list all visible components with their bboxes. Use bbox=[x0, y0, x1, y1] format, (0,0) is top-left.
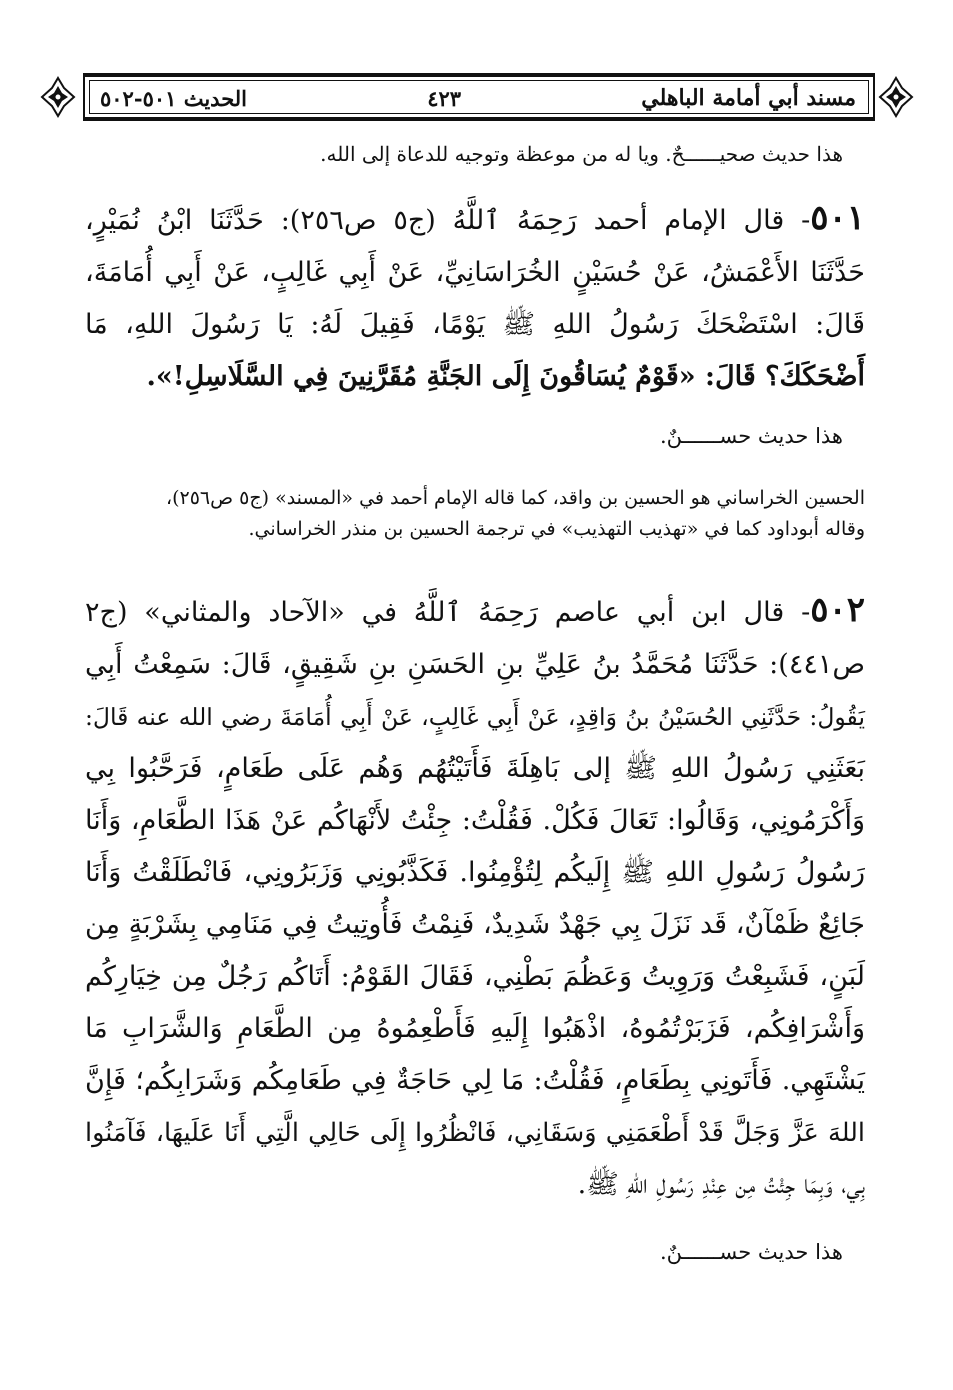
hadith-line: يَشْتَهِي. فَأَتَونِي بِطَعَامٍ، فَقُلْتُ: مَا لِي حَاجَةٌ فِي طَعَامِكُم وَشَرَابِكُم؛ فَإِنَّ bbox=[85, 1065, 865, 1096]
verdict-text: هذا حديث حســــــنٌ. bbox=[659, 1240, 843, 1264]
footnote bbox=[85, 483, 865, 545]
hadith-text: - قال الإمام أحمد رَحِمَهُ ٱللَّهُ (ج٥ ص٢٥٦): حَدَّثَنَا ابْنُ نُمَيْرٍ، bbox=[85, 205, 811, 236]
intro-note-text: هذا حديث صحيــــــحٌ. ويا له من موعظة وتوجيه للدعاة إلى الله. bbox=[320, 142, 843, 166]
header-ornament-icon bbox=[878, 76, 914, 118]
hadith-line: اللهَ عَزَّ وَجَلَّ قَدْ أَطْعَمَنِي وَسَقَانِي، فَانْظُرُوا إِلَى حَالِي الَّتِي أَنَا عَلَيهَا، فَآمَنُوا bbox=[85, 1118, 865, 1148]
hadith-501 bbox=[85, 192, 865, 403]
hadith-501-verdict bbox=[543, 424, 843, 448]
hadith-line: جَائِعٌ ظَمْآنٌ، قَد نَزَلَ بِي جَهْدٌ شَدِيدٌ، فَنِمْتُ فَأُوتِيتُ فِي مَنَامِي بِشَرْبَةٍ مِن bbox=[85, 909, 865, 940]
footnote-line: الحسين الخراساني هو الحسين بن واقد، كما قاله الإمام أحمد في «المسند» (ج٥ ص٢٥٦)، bbox=[165, 487, 865, 509]
hadith-502 bbox=[85, 584, 865, 1211]
page-number: ٤٢٣ bbox=[427, 85, 462, 111]
verdict-text: هذا حديث حســــــنٌ. bbox=[659, 424, 843, 448]
hadith-502-verdict bbox=[543, 1240, 843, 1264]
hadith-line bbox=[85, 584, 865, 639]
hadith-line: ص٤٤١): حَدَّثَنَا مُحَمَّدُ بنُ عَلِيِّ بنِ الحَسَنِ بنِ شَقِيقٍ، قَالَ: سَمِعْتُ أَبِي bbox=[85, 649, 865, 680]
hadith-line: وَأَكْرَمُونِي، وَقَالُوا: تَعَالَ فَكُلْ. فَقُلْتُ: جِئْتُ لأَنْهَاكُم عَنْ هَذَا الطَّعَامِ، وَأَنَا bbox=[85, 805, 865, 836]
hadith-line: رَسُولُ رَسُولِ اللهِ ﷺ إِلَيكُم لِتُؤْمِنُوا. فَكَذَّبُونِي وَزَبَرُونِي، فَانْطَلَقْتُ وَأَنَا bbox=[85, 857, 865, 888]
hadith-line: حَدَّثَنَا الأَعْمَشُ، عَنْ حُسَيْنٍ الخُرَاسَانِيِّ، عَنْ أَبِي غَالِبٍ، عَنْ أَبِي أُمَامَةَ، bbox=[85, 257, 865, 288]
hadith-line: قَالَ: اسْتَضْحَكَ رَسُولُ اللهِ ﷺ يَوْمًا، فَقِيلَ لَهُ: يَا رَسُولَ اللهِ، مَا bbox=[85, 309, 865, 340]
footnote-line: وقاله أبوداود كما في «تهذيب التهذيب» في ترجمة الحسين بن منذر الخراساني. bbox=[248, 518, 865, 540]
hadith-number: ٥٠١ bbox=[810, 198, 865, 238]
hadith-line bbox=[85, 192, 865, 247]
hadith-line: أَضْحَكَكَ؟ قَالَ: «قَوْمٌ يُسَاقُونَ إِلَى الجَنَّةِ مُقَرَّنِينَ فِي السَّلَاسِلِ!». bbox=[146, 361, 865, 392]
book-title: مسند أبي أمامة الباهلي bbox=[641, 85, 856, 111]
intro-note bbox=[123, 142, 843, 166]
hadith-line: وَأَشْرَافِكُم، فَزَبَرْتُمُوهُ، اذْهَبُوا إِلَيهِ فَأَطْعِمُوهُ مِن الطَّعَامِ وَالشَّرَابِ مَا bbox=[85, 1013, 865, 1044]
hadith-line: بِي، وَبِمَا جِئْتُ مِن عِنْدِ رَسُولِ اللهِ ﷺ. bbox=[577, 1169, 865, 1200]
hadith-line: لَبَنٍ، فَشَبِعْتُ وَرَوِيتُ وَعَظُمَ بَطْنِي، فَقَالَ القَوْمُ: أَتَاكُم رَجُلٌ مِن خِيَارِكُم bbox=[85, 961, 865, 992]
header-ornament-icon bbox=[40, 76, 76, 118]
hadith-number: ٥٠٢ bbox=[810, 590, 865, 630]
hadith-line: بَعَثَنِي رَسُولُ اللهِ ﷺ إلى بَاهِلَةَ فَأَتَيْتُهُم وَهُم عَلَى طَعَامٍ، فَرَحَّبُوا بِي bbox=[85, 753, 865, 784]
hadith-line: يَقُولُ: حَدَّثَنِي الحُسَيْنُ بنُ وَاقِدٍ، عَنْ أَبِي غَالِبٍ، عَنْ أَبِي أُمَامَةَ رضي الله عنه قَالَ: bbox=[85, 703, 865, 731]
hadith-range: الحديث ٥٠١-٥٠٢ bbox=[100, 85, 247, 111]
hadith-text: - قال ابن أبي عاصم رَحِمَهُ ٱللَّهُ في «الآحاد والمثاني» (ج٢ bbox=[85, 597, 811, 628]
running-header bbox=[100, 80, 856, 116]
